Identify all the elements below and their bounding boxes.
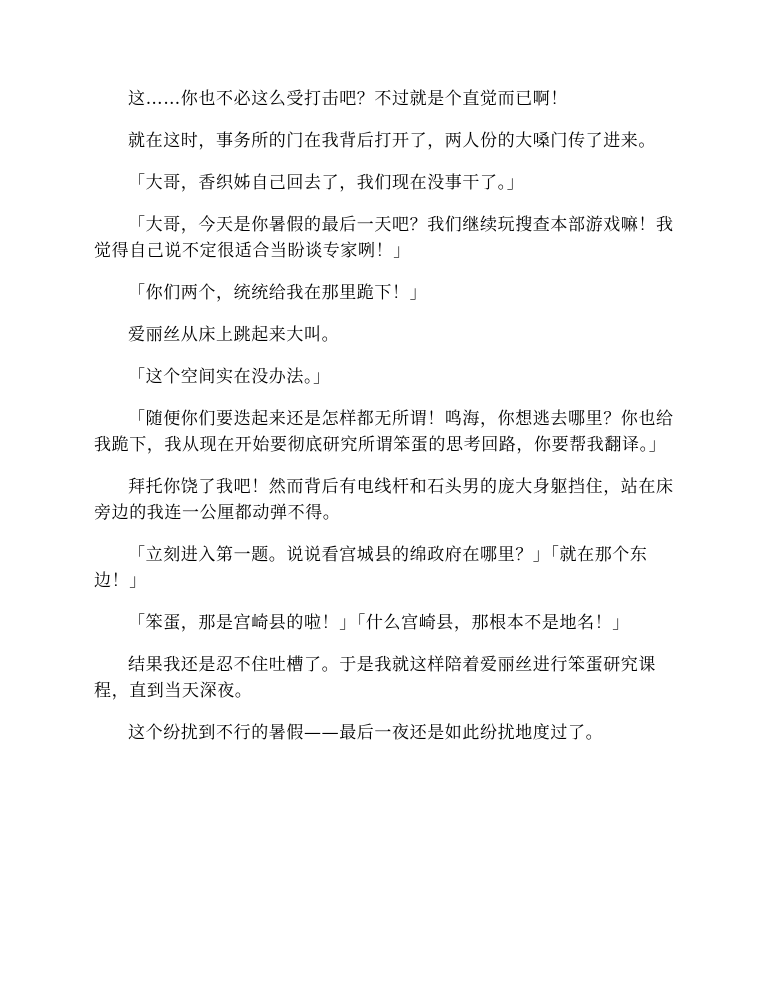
paragraph-7: 「这个空间实在没办法。」 [128, 367, 331, 387]
document-body [94, 86, 674, 762]
paragraph-11: 「笨蛋，那是宫崎县的啦！」「什么宫崎县，那根本不是地名！」 [128, 613, 630, 633]
paragraph-9: 拜托你饶了我吧！然而背后有电线杆和石头男的庞大身躯挡住，站在床旁边的我连一公厘都动弹不得。 [94, 477, 674, 523]
paragraph-3: 「大哥，香织姊自己回去了，我们现在没事干了。」 [128, 173, 525, 193]
paragraph-6: 爱丽丝从床上跳起来大叫。 [128, 325, 340, 345]
paragraph-5: 「你们两个，统统给我在那里跪下！」 [128, 283, 428, 303]
paragraph-2: 就在这时，事务所的门在我背后打开了，两人份的大嗓门传了进来。 [128, 131, 656, 151]
paragraph-12: 结果我还是忍不住吐槽了。于是我就这样陪着爱丽丝进行笨蛋研究课程，直到当天深夜。 [94, 655, 656, 701]
paragraph-4: 「大哥，今天是你暑假的最后一天吧？我们继续玩搜查本部游戏嘛！我觉得自己说不定很适合当盼谈专家咧！」 [94, 215, 674, 261]
paragraph-1: 这……你也不必这么受打击吧？不过就是个直觉而已啊！ [128, 89, 568, 109]
paragraph-8: 「随便你们要迭起来还是怎样都无所谓！鸣海，你想逃去哪里？你也给我跪下，我从现在开始要彻底研究所谓笨蛋的思考回路，你要帮我翻译。」 [94, 409, 674, 455]
paragraph-13: 这个纷扰到不行的暑假——最后一夜还是如此纷扰地度过了。 [128, 723, 604, 743]
paragraph-10: 「立刻进入第一题。说说看宫城县的绵政府在哪里？」「就在那个东边！」 [94, 545, 648, 591]
